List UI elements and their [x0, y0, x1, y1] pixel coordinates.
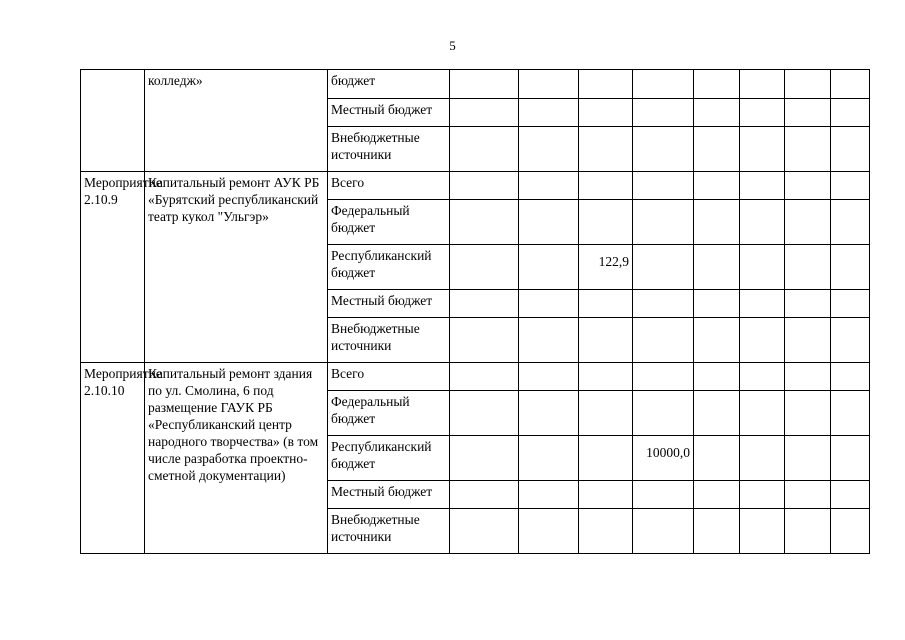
funding-source-cell: Республиканский бюджет: [328, 245, 450, 290]
value-cell: [740, 509, 785, 554]
value-cell: [694, 363, 740, 391]
value-cell: [519, 172, 579, 200]
funding-source-cell: Республиканский бюджет: [328, 436, 450, 481]
value-cell: [519, 363, 579, 391]
value-cell: [785, 245, 831, 290]
value-cell: [694, 70, 740, 99]
table-row: [81, 172, 870, 200]
funding-source-cell: Внебюджетные источники: [328, 509, 450, 554]
value-cell: [694, 127, 740, 172]
measure-code-cell: Мероприятие 2.10.10: [81, 363, 145, 554]
value-cell: [450, 391, 519, 436]
value-cell: [831, 172, 870, 200]
measure-name-cell: Капитальный ремонт АУК РБ «Бурятский республиканский театр кукол "Ульгэр»: [145, 172, 328, 363]
value-cell: [633, 318, 694, 363]
value-cell: [694, 509, 740, 554]
value-cell: [694, 245, 740, 290]
value-cell: [785, 391, 831, 436]
value-cell: [633, 290, 694, 318]
page-number: 5: [449, 38, 456, 53]
value-cell: [740, 70, 785, 99]
value-cell: [450, 172, 519, 200]
funding-source-cell: Федеральный бюджет: [328, 391, 450, 436]
funding-source-cell: Федеральный бюджет: [328, 200, 450, 245]
value-cell: [579, 172, 633, 200]
value-cell: [579, 99, 633, 127]
value-cell: [633, 509, 694, 554]
value-cell: [519, 509, 579, 554]
value-cell: [831, 481, 870, 509]
value-cell: [831, 509, 870, 554]
value-cell: [740, 290, 785, 318]
value-cell: [633, 436, 694, 481]
value-cell: [579, 318, 633, 363]
value-cell: [579, 127, 633, 172]
value-cell: [450, 290, 519, 318]
funding-source-cell: Всего: [328, 363, 450, 391]
value-cell: [831, 391, 870, 436]
value-cell: [579, 391, 633, 436]
value-cell: [450, 245, 519, 290]
value-cell: [694, 290, 740, 318]
value-cell: [633, 127, 694, 172]
value-cell: [519, 318, 579, 363]
value-cell: [579, 509, 633, 554]
value-cell: [579, 200, 633, 245]
value-cell: [740, 127, 785, 172]
value-cell: [694, 391, 740, 436]
value-cell: [633, 363, 694, 391]
value-cell: [831, 99, 870, 127]
value-cell: [740, 318, 785, 363]
value-cell: [740, 200, 785, 245]
funding-source-cell: Местный бюджет: [328, 481, 450, 509]
value-cell: [450, 318, 519, 363]
budget-table: [80, 69, 870, 554]
value-cell: [785, 200, 831, 245]
value-cell: [831, 290, 870, 318]
value-cell: [579, 290, 633, 318]
value-cell: [450, 99, 519, 127]
value-cell: [519, 481, 579, 509]
value-cell: [785, 70, 831, 99]
value-cell: [831, 436, 870, 481]
value-cell: [785, 509, 831, 554]
value-cell: [740, 363, 785, 391]
funding-source-cell: Внебюджетные источники: [328, 318, 450, 363]
value-cell: [450, 70, 519, 99]
value-cell: [579, 245, 633, 290]
value-cell: [519, 99, 579, 127]
value-cell: [740, 436, 785, 481]
value-cell: [633, 481, 694, 509]
value-text: 10000,0: [646, 445, 690, 460]
value-cell: [785, 127, 831, 172]
value-cell: [694, 481, 740, 509]
value-cell: [785, 99, 831, 127]
funding-source-cell: Внебюджетные источники: [328, 127, 450, 172]
funding-source-cell: Местный бюджет: [328, 99, 450, 127]
funding-source-cell: бюджет: [328, 70, 450, 99]
value-cell: [519, 391, 579, 436]
value-cell: [740, 245, 785, 290]
value-cell: [831, 245, 870, 290]
value-cell: [633, 70, 694, 99]
measure-name-cell: Капитальный ремонт здания по ул. Смолина, 6 под размещение ГАУК РБ «Республиканский центр народного творчества» (в том числе разработка проектно-сметной документации): [145, 363, 328, 554]
name-cell: колледж»: [145, 70, 328, 172]
value-cell: [519, 290, 579, 318]
value-cell: [519, 70, 579, 99]
value-cell: [633, 172, 694, 200]
value-cell: [633, 200, 694, 245]
value-cell: [740, 172, 785, 200]
value-cell: [633, 99, 694, 127]
value-cell: [579, 363, 633, 391]
value-cell: [785, 436, 831, 481]
measure-code-cell: Мероприятие 2.10.9: [81, 172, 145, 363]
value-cell: [450, 481, 519, 509]
value-cell: [519, 436, 579, 481]
value-cell: [450, 127, 519, 172]
value-cell: [785, 318, 831, 363]
value-cell: [831, 70, 870, 99]
value-cell: [785, 290, 831, 318]
value-cell: [831, 127, 870, 172]
value-cell: [740, 99, 785, 127]
value-cell: [519, 127, 579, 172]
value-cell: [785, 172, 831, 200]
value-cell: [450, 200, 519, 245]
value-cell: [450, 363, 519, 391]
value-cell: [579, 436, 633, 481]
value-cell: [450, 509, 519, 554]
value-cell: [831, 363, 870, 391]
table-row: [81, 363, 870, 391]
value-cell: [694, 99, 740, 127]
value-cell: [579, 481, 633, 509]
table-row: [81, 70, 870, 99]
value-cell: [694, 172, 740, 200]
value-cell: [450, 436, 519, 481]
funding-source-cell: Местный бюджет: [328, 290, 450, 318]
value-cell: [831, 200, 870, 245]
value-cell: [740, 481, 785, 509]
value-cell: [633, 245, 694, 290]
value-cell: [831, 318, 870, 363]
value-cell: [785, 363, 831, 391]
value-text: 122,9: [598, 254, 629, 269]
value-cell: [519, 245, 579, 290]
value-cell: [579, 70, 633, 99]
value-cell: [740, 391, 785, 436]
code-cell: [81, 70, 145, 172]
value-cell: [694, 318, 740, 363]
value-cell: [694, 436, 740, 481]
value-cell: [519, 200, 579, 245]
value-cell: [694, 200, 740, 245]
funding-source-cell: Всего: [328, 172, 450, 200]
value-cell: [633, 391, 694, 436]
value-cell: [785, 481, 831, 509]
